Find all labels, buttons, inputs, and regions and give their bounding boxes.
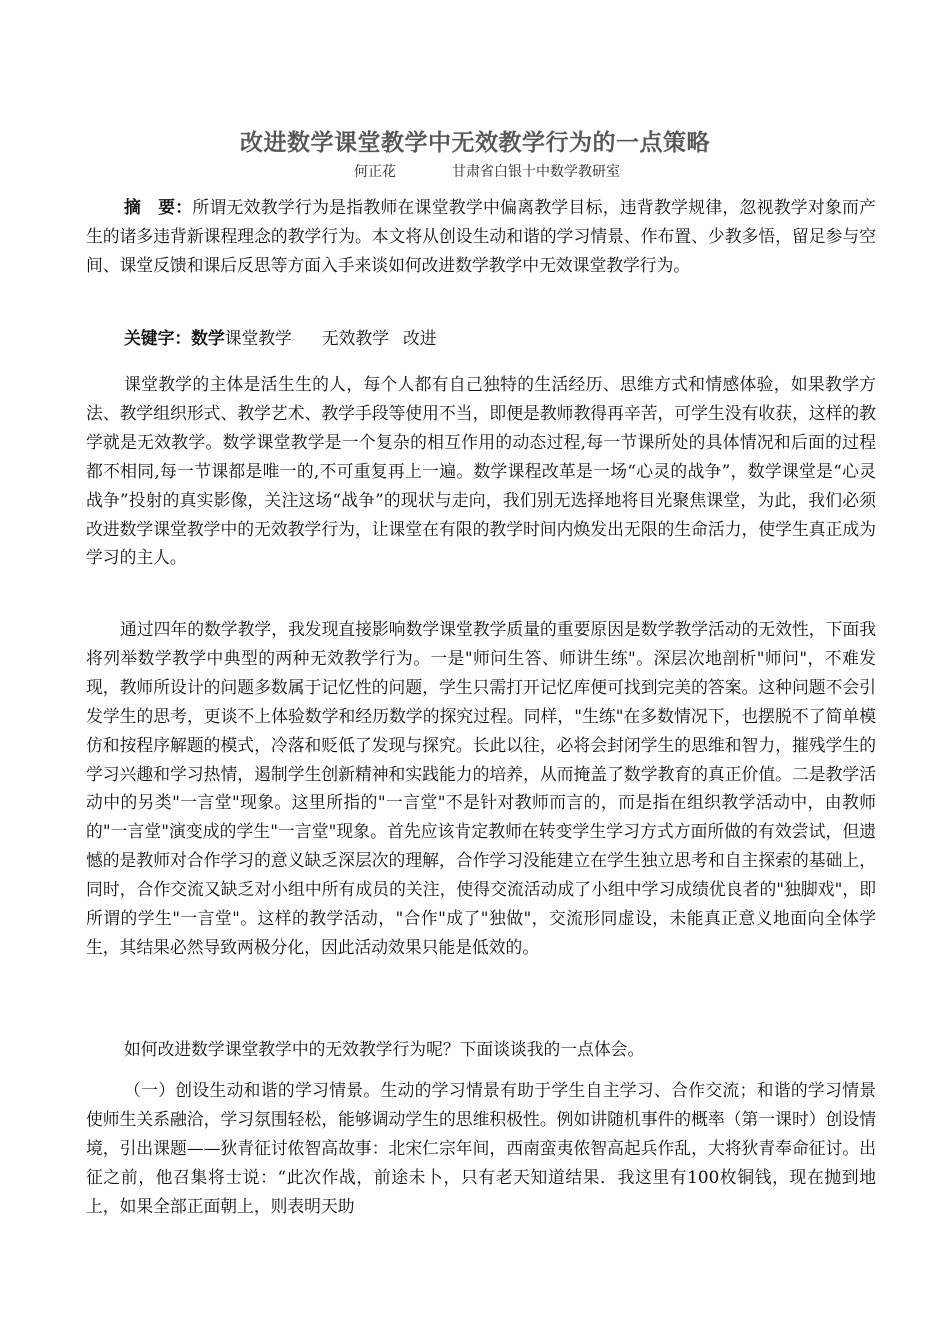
keywords-paragraph <box>86 324 876 353</box>
keyword-item: 改进 <box>402 328 437 348</box>
keyword-item: 无效教学 <box>321 328 389 348</box>
body-paragraph: 课堂教学的主体是活生生的人，每个人都有自己独特的生活经历、思维方式和情感体验，如果教学方法、教学组织形式、教学艺术、教学手段等使用不当，即便是教师教得再辛苦，可学生没有收获，这样的教学就是无效教学。数学课堂教学是一个复杂的相互作用的动态过程,每一节课所处的具体情况和后面的过程都不相同,每一节课都是唯一的,不可重复再上一遍。数学课程改革是一场“心灵的战争”，数学课堂是“心灵战争”投射的真实影像，关注这场“战争”的现状与走向，我们别无选择地将目光聚焦课堂，为此，我们必须改进数学课堂教学中的无效教学行为，让课堂在有限的教学时间内焕发出无限的生命活力，使学生真正成为学习的主人。 <box>86 374 876 568</box>
abstract-text: 所谓无效教学行为是指教师在课堂教学中偏离教学目标，违背教学规律，忽视教学对象而产生的诸多违背新课程理念的教学行为。本文将从创设生动和谐的学习情景、作布置、少教多悟，留足参与空间、课堂反馈和课后反思等方面入手来谈如何改进数学教学中无效课堂教学行为。 <box>86 197 876 275</box>
keyword-item: 课堂教学 <box>224 328 292 348</box>
abstract-label: 摘 要： <box>124 197 193 217</box>
author-affiliation: 甘肃省白银十中数学教研室 <box>452 164 620 180</box>
body-paragraph: 如何改进数学课堂教学中的无效教学行为呢？下面谈谈我的一点体会。 <box>124 1039 645 1059</box>
document-title: 改进数学课堂教学中无效教学行为的一点策略 <box>240 130 710 156</box>
byline <box>354 161 620 181</box>
author-name: 何正花 <box>354 164 396 180</box>
abstract-paragraph <box>86 193 876 280</box>
body-paragraph: （一）创设生动和谐的学习情景。生动的学习情景有助于学生自主学习、合作交流；和谐的学习情景使师生关系融洽，学习氛围轻松，能够调动学生的思维积极性。例如讲随机事件的概率（第一课时）创设情境，引出课题——狄青征讨侬智高故事：北宋仁宗年间，西南蛮夷侬智高起兵作乱，大将狄青奉命征讨。出征之前，他召集将士说：“此次作战，前途未卜，只有老天知道结果．我这里有100枚铜钱，现在抛到地上，如果全部正面朝上，则表明天助 <box>86 1080 876 1216</box>
body-paragraph: 通过四年的数学教学，我发现直接影响数学课堂教学质量的重要原因是数学教学活动的无效性，下面我将列举数学教学中典型的两种无效教学行为。一是"师问生答、师讲生练"。深层次地剖析"师问"，不难发现，教师所设计的问题多数属于记忆性的问题，学生只需打开记忆库便可找到完美的答案。这种问题不会引发学生的思考，更谈不上体验数学和经历数学的探究过程。同样，"生练"在多数情况下，也摆脱不了简单模仿和按程序解题的模式，冷落和贬低了发现与探究。长此以往，必将会封闭学生的思维和智力，摧残学生的学习兴趣和学习热情，遏制学生创新精神和实践能力的培养，从而掩盖了数学教育的真正价值。二是教学活动中的另类"一言堂"现象。这里所指的"一言堂"不是针对教师而言的，而是指在组织教学活动中，由教师的"一言堂"演变成的学生"一言堂"现象。首先应该肯定教师在转变学生学习方式方面所做的有效尝试，但遗憾的是教师对合作学习的意义缺乏深层次的理解，合作学习没能建立在学生独立思考和自主探索的基础上，同时，合作交流又缺乏对小组中所有成员的关注，使得交流活动成了小组中学习成绩优良者的"独脚戏"，即所谓的学生"一言堂"。这样的教学活动，"合作"成了"独做"，交流形同虚设，未能真正意义地面向全体学生，其结果必然导致两极分化，因此活动效果只能是低效的。 <box>86 619 876 957</box>
keywords-label: 关键字：数学 <box>124 328 225 348</box>
